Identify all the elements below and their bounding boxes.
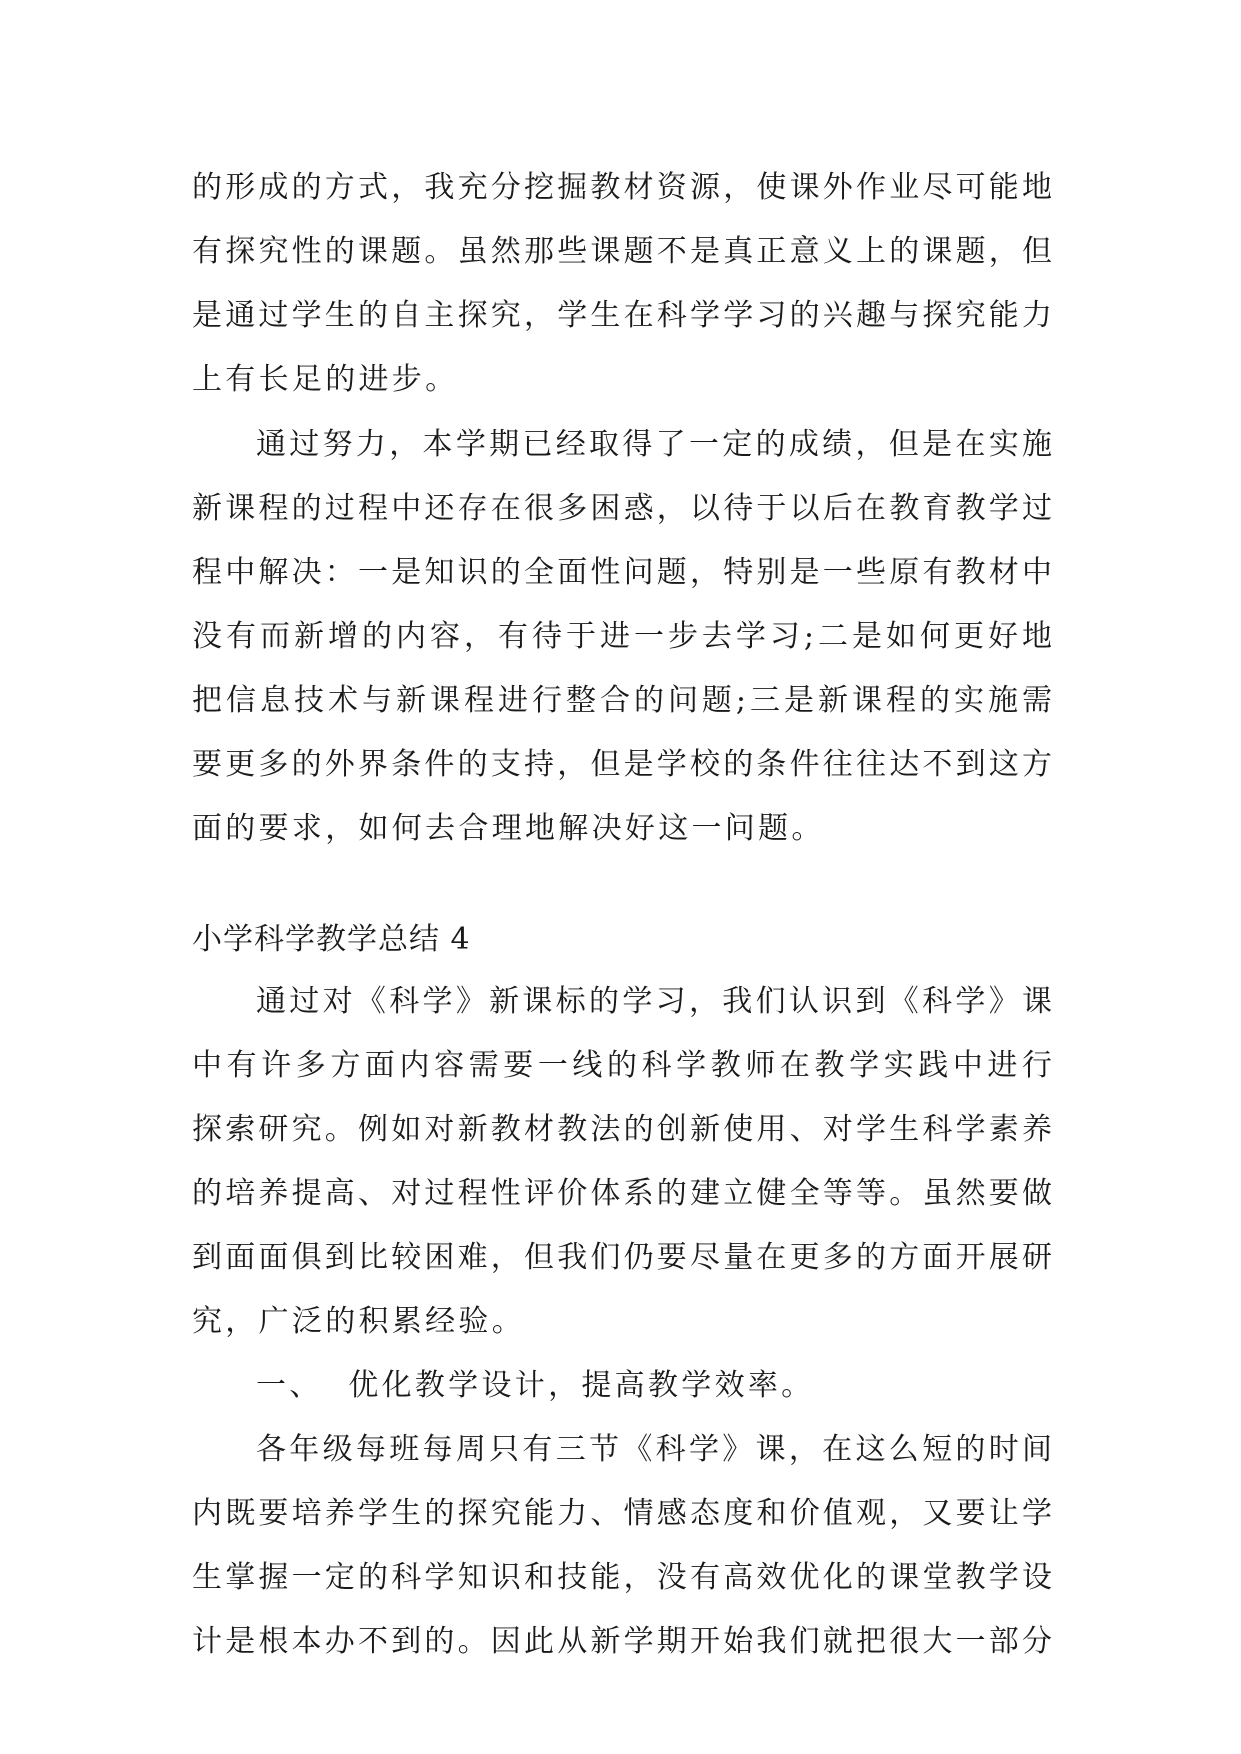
paragraph-line: 面的要求，如何去合理地解决好这一问题。: [192, 811, 825, 846]
paragraph-line: 中有许多方面内容需要一线的科学教师在教学实践中进行: [192, 1048, 1052, 1083]
paragraph-line: 要更多的外界条件的支持，但是学校的条件往往达不到这方: [192, 747, 1052, 782]
paragraph-line: 生掌握一定的科学知识和技能，没有高效优化的课堂教学设: [192, 1560, 1052, 1595]
paragraph-line: 把信息技术与新课程进行整合的问题;三是新课程的实施需: [192, 683, 1052, 718]
paragraph-line: 通过对《科学》新课标的学习，我们认识到《科学》课: [256, 984, 1052, 1019]
list-item-heading: 一、 优化教学设计，提高教学效率。: [256, 1368, 815, 1403]
paragraph-line: 新课程的过程中还存在很多困惑，以待于以后在教育教学过: [192, 491, 1052, 526]
paragraph-line: 探索研究。例如对新教材教法的创新使用、对学生科学素养: [192, 1112, 1052, 1147]
paragraph-line: 通过努力，本学期已经取得了一定的成绩，但是在实施: [256, 427, 1052, 462]
section-heading: 小学科学教学总结 4: [192, 922, 471, 957]
paragraph-line: 内既要培养学生的探究能力、情感态度和价值观，又要让学: [192, 1496, 1052, 1531]
paragraph-line: 程中解决：一是知识的全面性问题，特别是一些原有教材中: [192, 555, 1052, 590]
paragraph-line: 各年级每班每周只有三节《科学》课，在这么短的时间: [256, 1432, 1052, 1467]
paragraph-line: 的培养提高、对过程性评价体系的建立健全等等。虽然要做: [192, 1176, 1052, 1211]
paragraph-line: 没有而新增的内容，有待于进一步去学习;二是如何更好地: [192, 619, 1052, 654]
paragraph-line: 计是根本办不到的。因此从新学期开始我们就把很大一部分: [192, 1624, 1052, 1659]
paragraph-line: 上有长足的进步。: [192, 362, 459, 397]
paragraph-line: 有探究性的课题。虽然那些课题不是真正意义上的课题，但: [192, 234, 1052, 269]
paragraph-line: 到面面俱到比较困难，但我们仍要尽量在更多的方面开展研: [192, 1240, 1052, 1275]
paragraph-line: 是通过学生的自主探究，学生在科学学习的兴趣与探究能力: [192, 298, 1052, 333]
paragraph-line: 究，广泛的积累经验。: [192, 1304, 525, 1339]
paragraph-line: 的形成的方式，我充分挖掘教材资源，使课外作业尽可能地: [192, 170, 1052, 205]
